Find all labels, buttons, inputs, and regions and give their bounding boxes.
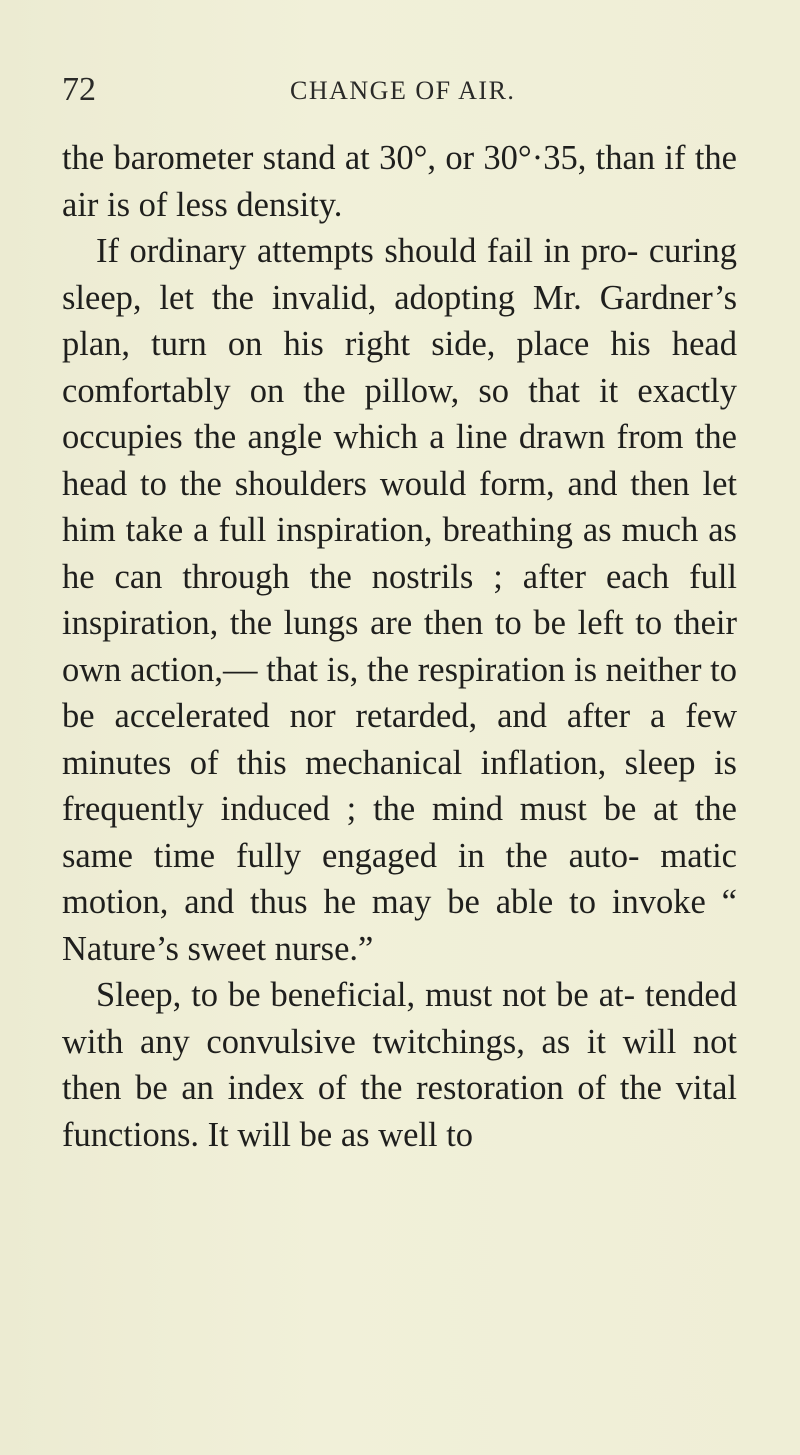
running-title: CHANGE OF AIR. [290, 76, 516, 105]
paragraph-sleep-beneficial: Sleep, to be beneficial, must not be at- tended with any convulsive twitchings, as it will not then be an index of the restoration of the vital functions. It will be as well to [62, 976, 737, 1154]
body-text [62, 135, 737, 1158]
running-head [62, 70, 737, 110]
paragraph-continued: the barometer stand at 30°, or 30°·35, than if the air is of less density. [62, 139, 737, 224]
page-number: 72 [62, 71, 96, 108]
paragraph-sleep-method: If ordinary attempts should fail in pro- curing sleep, let the invalid, adopting Mr. Gardner’s plan, turn on his right side, place his head comfortably on the pillow, so that it exactly occupies the angle which a line drawn from the head to the shoulders would form, and then let him take a full inspiration, breathing as much as he can through the nostrils ; after each full inspiration, the lungs are then to be left to their own action,— that is, the respiration is neither to be accelerated nor retarded, and after a few minutes of this mechanical inflation, sleep is frequently induced ; the mind must be at the same time fully engaged in the auto- matic motion, and thus he may be able to invoke “ Nature’s sweet nurse.” [62, 232, 737, 968]
